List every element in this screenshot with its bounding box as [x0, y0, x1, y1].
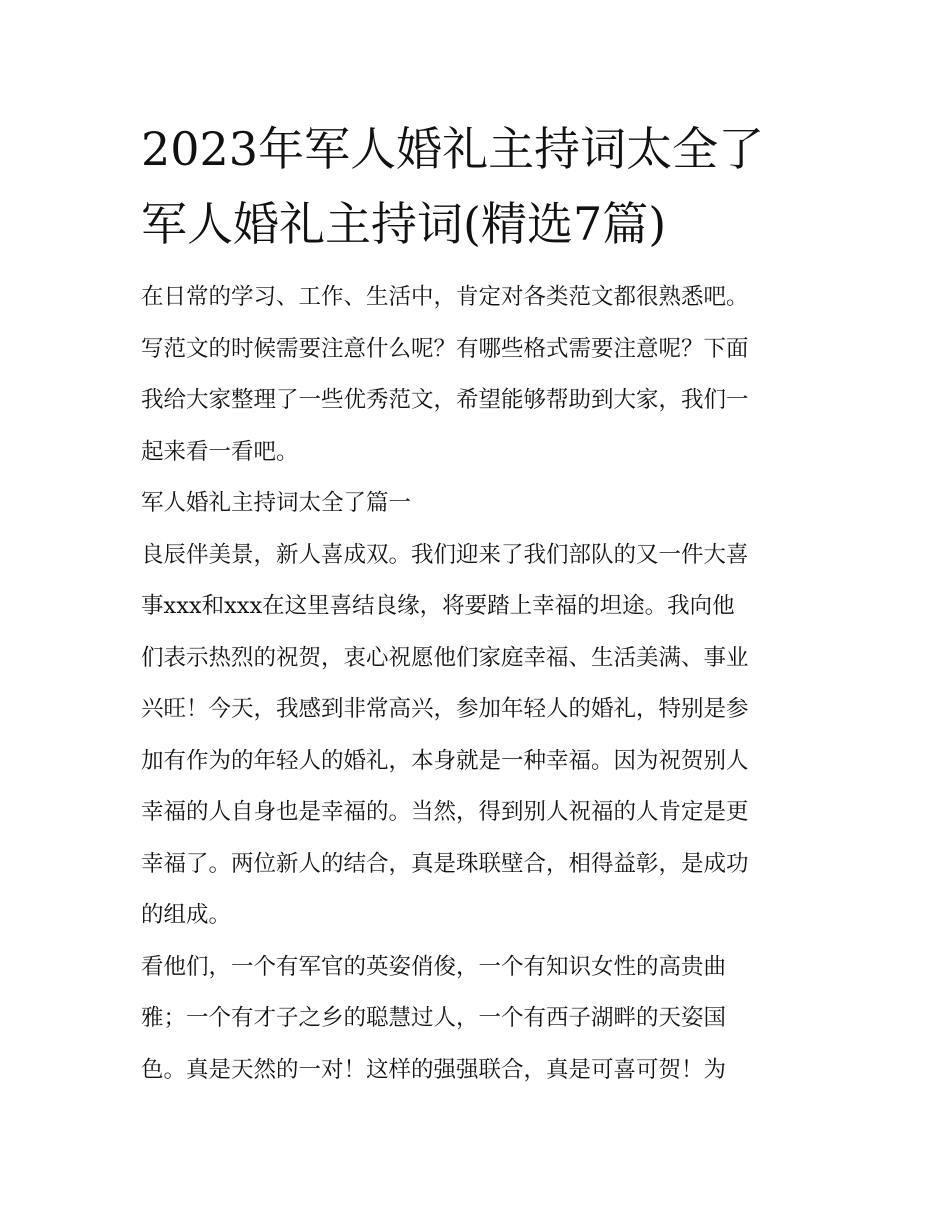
text-line: 幸福的人自身也是幸福的。当然，得到别人祝福的人肯定是更	[141, 799, 749, 825]
document-title	[141, 112, 813, 262]
text-line: 色。真是天然的一对！这样的强强联合，真是可喜可贺！为	[141, 1056, 727, 1083]
text-line: 幸福了。两位新人的结合，真是珠联壁合，相得益彰，是成功	[141, 850, 749, 877]
text-line: 的组成。	[141, 902, 232, 928]
text-line: 雅；一个有才子之乡的聪慧过人，一个有西子湖畔的天姿国	[141, 1005, 727, 1031]
text-line: 起来看一看吧。	[141, 438, 299, 465]
text-line: 加有作为的年轻人的婚礼，本身就是一种幸福。因为祝贺别人	[141, 747, 749, 774]
body-paragraph	[141, 942, 813, 1097]
title-line: 军人婚礼主持词(精选7篇)	[141, 197, 667, 251]
title-line: 2023年军人婚礼主持词太全了	[141, 122, 765, 176]
section-heading-text: 军人婚礼主持词太全了篇一	[141, 490, 412, 516]
text-line: 在日常的学习、工作、生活中，肯定对各类范文都很熟悉吧。	[141, 284, 749, 310]
text-line: 写范文的时候需要注意什么呢？有哪些格式需要注意呢？下面	[141, 335, 749, 362]
intro-paragraph	[141, 272, 813, 478]
text-line: 们表示热烈的祝贺，衷心祝愿他们家庭幸福、生活美满、事业	[141, 644, 749, 671]
text-line: 良辰伴美景，新人喜成双。我们迎来了我们部队的又一件大喜	[141, 541, 749, 568]
document-page	[141, 112, 813, 1096]
text-line: 事xxx和xxx在这里喜结良缘，将要踏上幸福的坦途。我向他	[141, 593, 735, 619]
body-paragraph	[141, 530, 813, 942]
text-line: 我给大家整理了一些优秀范文，希望能够帮助到大家，我们一	[141, 387, 749, 413]
text-line: 看他们，一个有军官的英姿俏俊，一个有知识女性的高贵曲	[141, 953, 727, 980]
section-heading	[141, 478, 813, 530]
text-line: 兴旺！今天，我感到非常高兴，参加年轻人的婚礼，特别是参	[141, 696, 749, 722]
